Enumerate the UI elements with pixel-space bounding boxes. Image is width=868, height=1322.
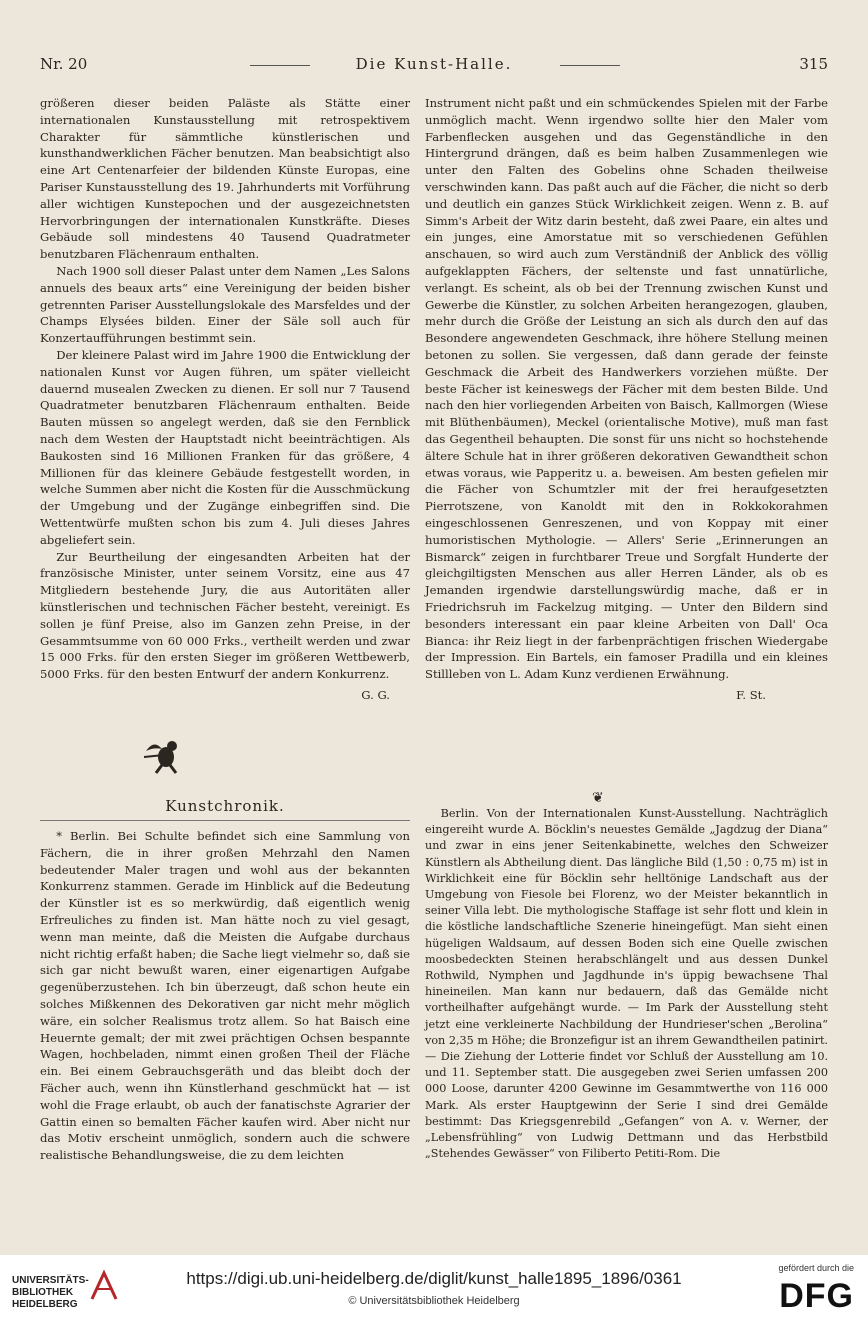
left-article	[40, 95, 410, 704]
issue-number: Nr. 20	[40, 55, 88, 73]
kunstchronik-paragraph: * Berlin. Bei Schulte befindet sich eine Sammlung von Fächern, die in ihrer großen Mehrzahl den Namen bedeutender Maler tragen und wohl aus der bekannten Konkurrenz stammen. Gerade im Hinblick auf die Bedeutung der Künstler ist es so merkwürdig, daß eigentlich wenig Erfreuliches zu finden ist. Man hätte noch zu viel gesagt, wenn man meinte, daß die Meisten die Aufgabe durchaus nicht richtig erfaßt haben; die Sache liegt vielmehr so, daß sie sich gar nicht bewußt waren, einer eigenartigen Aufgabe gegenüberzustehen. Ich bin überzeugt, daß schon heute ein solches Mißkennen des Dekorativen gar nicht mehr möglich wäre, ein solcher Realismus trotz allem. So hat Baisch eine Heuernte gemalt; der mit zwei prächtigen Ochsen bespannte Wagen, hochbeladen, nimmt einen großen Theil der Fläche ein. Bei einem Gebrauchsgeräth und das bleibt doch der Fächer auch, wenn ihn Künstlerhand geschmückt hat — ist wohl die Frage erlaubt, ob auch der fanatischste Agrarier der Gattin einen so bemalten Fächer kaufen wird. Aber nicht nur das Motiv erscheint unmöglich, sondern auch die schwere realistische Behandlungsweise, die zu dem leichten	[40, 829, 410, 1163]
left-paragraph: Der kleinere Palast wird im Jahre 1900 die Entwicklung der nationalen Kunst vor Augen führen, um später vielleicht dauernd musealen Zwecken zu dienen. Er soll nur 7 Tausend Quadratmeter benutzbaren Flächenraum enthalten. Beide Bauten müssen so angelegt werden, daß sie den Fernblick nach dem Westen der Hauptstadt nicht beeinträchtigen. Als Baukosten sind 16 Millionen Franken für das größere, 4 Millionen für das kleinere Gebäude festgestellt worden, in welche Summen aber nicht die Kosten für die Ausschmückung der Umgebung und der Zugänge einbegriffen sind. Die Wettentwürfe mußten schon bis zum 4. Juli dieses Jahres abgeliefert sein.	[40, 347, 410, 547]
copyright-notice: © Universitätsbibliothek Heidelberg	[348, 1295, 520, 1307]
article-signature: F. St.	[736, 687, 766, 702]
section-title-kunstchronik: Kunstchronik.	[165, 797, 285, 815]
journal-title: Die Kunst-Halle.	[355, 55, 513, 73]
funder-caption: gefördert durch die	[778, 1263, 854, 1273]
page-header	[40, 55, 828, 75]
header-rule-right	[560, 65, 620, 66]
left-paragraph: größeren dieser beiden Paläste als Stätte einer internationalen Kunstausstellung mit retrospektivem Charakter für sämmtliche künstlerischen und kunsthandwerklichen Fächer benutzen. Man beabsichtigt also eine Art Centenarfeier der bildenden Künste Europas, eine Pariser Kunstausstellung des 19. Jahrhunderts mit Vorführung aller wichtigen Kunstepochen und der ausgezeichnetsten Hervorbringungen der internationalen Kunstkräfte. Dieses Gebäude soll mindestens 40 Tausend Quadratmeter benutzbaren Flächenraum enthalten.	[40, 96, 410, 262]
dfg-logo: DFG	[779, 1277, 854, 1315]
section-rule	[40, 820, 410, 821]
right-article	[425, 95, 828, 704]
cherub-ornament-icon	[142, 735, 186, 775]
page-number: 315	[799, 55, 828, 73]
permalink-url[interactable]: https://digi.ub.uni-heidelberg.de/diglit/kunst_halle1895_1896/0361	[186, 1269, 682, 1288]
article-signature: G. G.	[361, 687, 390, 702]
kunstchronik-article	[40, 828, 410, 1164]
viewer-footer	[0, 1255, 868, 1322]
library-name: UNIVERSITÄTS-BIBLIOTHEK HEIDELBERG	[12, 1275, 89, 1310]
separator-ornament: ❦	[592, 790, 604, 806]
left-paragraph: Nach 1900 soll dieser Palast unter dem Namen „Les Salons annuels des beaux arts“ eine Vereinigung der beiden bisher getrennten Pariser Ausstellungslokale des Marsfeldes und der Champs Elysées bilden. Einer der Säle soll auch für Konzertaufführungen bestimmt sein.	[40, 263, 410, 346]
left-paragraph: Zur Beurtheilung der eingesandten Arbeiten hat der französische Minister, unter seinem Vorsitz, eine aus 47 Mitgliedern bestehende Jury, die aus Autoritäten aller künstlerischen und technischen Fächer besteht, vereinigt. Es sollen je fünf Preise, also im Ganzen zehn Preise, in der Gesammtsumme von 60 000 Frks., vertheilt werden und zwar 15 000 Frks. für den ersten Sieger im größeren Wettbewerb, 5000 Frks. für den besten Entwurf der andern Konkurrenz.	[40, 549, 410, 682]
right-lower-article	[425, 806, 828, 1162]
right-lower-paragraph: Berlin. Von der Internationalen Kunst-Ausstellung. Nachträglich eingereiht wurde A. Böcklin's neuestes Gemälde „Jagdzug der Diana“ und zwar in eins jener Seitenkabinette, welches den Schweizer Künstlern als Abtheilung dient. Das längliche Bild (1,50 : 0,75 m) ist in Wirklichkeit eine für Böcklin sehr helltönige Landschaft aus der Umgebung von Fiesole bei Florenz, wo der Meister bekanntlich in seiner Villa lebt. Die mythologische Staffage ist sehr flott und klein in die köstliche landschaftliche Szenerie hineingefügt. Man sieht einen hügeligen Waldsaum, auf dessen Boden sich eine Quelle zwischen moosbedeckten Steinen herabschlängelt und aus dessen Dunkel Rothwild, Nymphen und Jagdhunde in's üppig bewachsene Thal hineineilen. Man kann nur bedauern, daß das Gemälde nicht vortheilhafter aufgehängt wurde. — Im Park der Ausstellung steht jetzt eine verkleinerte Nachbildung der Hundrieser'schen „Berolina“ von 2,35 m Höhe; die Bronzefigur ist an ihrem Gewandtheilen patinirt. — Die Ziehung der Lotterie findet vor Schluß der Ausstellung am 10. und 11. September statt. Die ausgegeben zwei Serien umfassen 200 000 Loose, darunter 4200 Gewinne im Gesammtwerthe von 116 000 Mark. Als erster Hauptgewinn der Serie I sind drei Gemälde bestimmt: Das Kriegsgenrebild „Gefangen“ von A. v. Werner, der „Lebensfrühling“ von Ludwig Dettmann und das Herbstbild „Stehendes Gewässer“ von Filiberto Petiti-Rom. Die	[425, 807, 828, 1161]
right-paragraph: Instrument nicht paßt und ein schmückendes Spielen mit der Farbe unmöglich macht. Wenn irgendwo sollte hier den Maler vom Farbenflecken ausgehen und das Gegenständliche in den Hintergrund drängen, daß es beim halben Zusammenlegen wie unter den Falten des Gobelins ohne Schaden theilweise verschwinden kann. Das paßt auch auf die Fächer, die nicht so derb und deutlich ein ganzes Stück Wirklichkeit zeigen. Wenn z. B. auf Simm's Arbeit der Witz darin besteht, daß zwei Paare, ein altes und ein junges, eine Amorstatue mit so verschiedenen Gefühlen anschauen, so wird auch zum Verständniß der Anblick des völlig aufgeklappten Fächers, der seltenste und fast unnatürliche, verlangt. Es scheint, als ob bei der Trennung zwischen Kunst und Gewerbe die Künstler, zu solchen Arbeiten herangezogen, glauben, mehr durch die Größe der Leistung an sich als durch den auf das Besondere angewendeten Geschmack, ihre höhere Stellung meinen betonen zu sollen. Sie vergessen, daß dann gerade der feinste Geschmack die Arbeit des Handwerkers vorziehen müßte. Der beste Fächer ist keineswegs der Fächer mit dem besten Bilde. Und nach den hier vorliegenden Arbeiten von Baisch, Kallmorgen (Wiese mit Blüthenbäumen), Meckel (orientalische Motive), muß man fast das Gegentheil behaupten. Die sonst für uns nicht so hochstehende ältere Schule hat in ihrer größeren dekorativen Gewandtheit schon etwas voraus, wie Papperitz u. a. beweisen. Am besten gefielen mir die Fächer von Schumtzler mit der frei heraufgesetzten Pierrotszene, von Kanoldt mit den in Rokkokorahmen eingeschlossenen Genreszenen, und von Koppay mit einer humoristischen Mythologie. — Allers' Serie „Erinnerungen an Bismarck“ zeigen in furchtbarer Treue und Sorgfalt Hunderte der gleichgiltigsten Menschen aus aller Herren Länder, als ob es Jemanden irgendwie darstellungswürdig mache, daß er in Friedrichsruh im Fackelzug mitging. — Unter den Bildern sind besonders interessant ein paar kleine Arbeiten von Dall' Oca Bianca: ihr Reiz liegt in der farbenprächtigen frischen Wiedergabe der Impression. Ein Bartels, ein famoser Pradilla und ein kleines Stillleben von L. Adam Kunz verdienen Erwähnung.	[425, 96, 828, 682]
